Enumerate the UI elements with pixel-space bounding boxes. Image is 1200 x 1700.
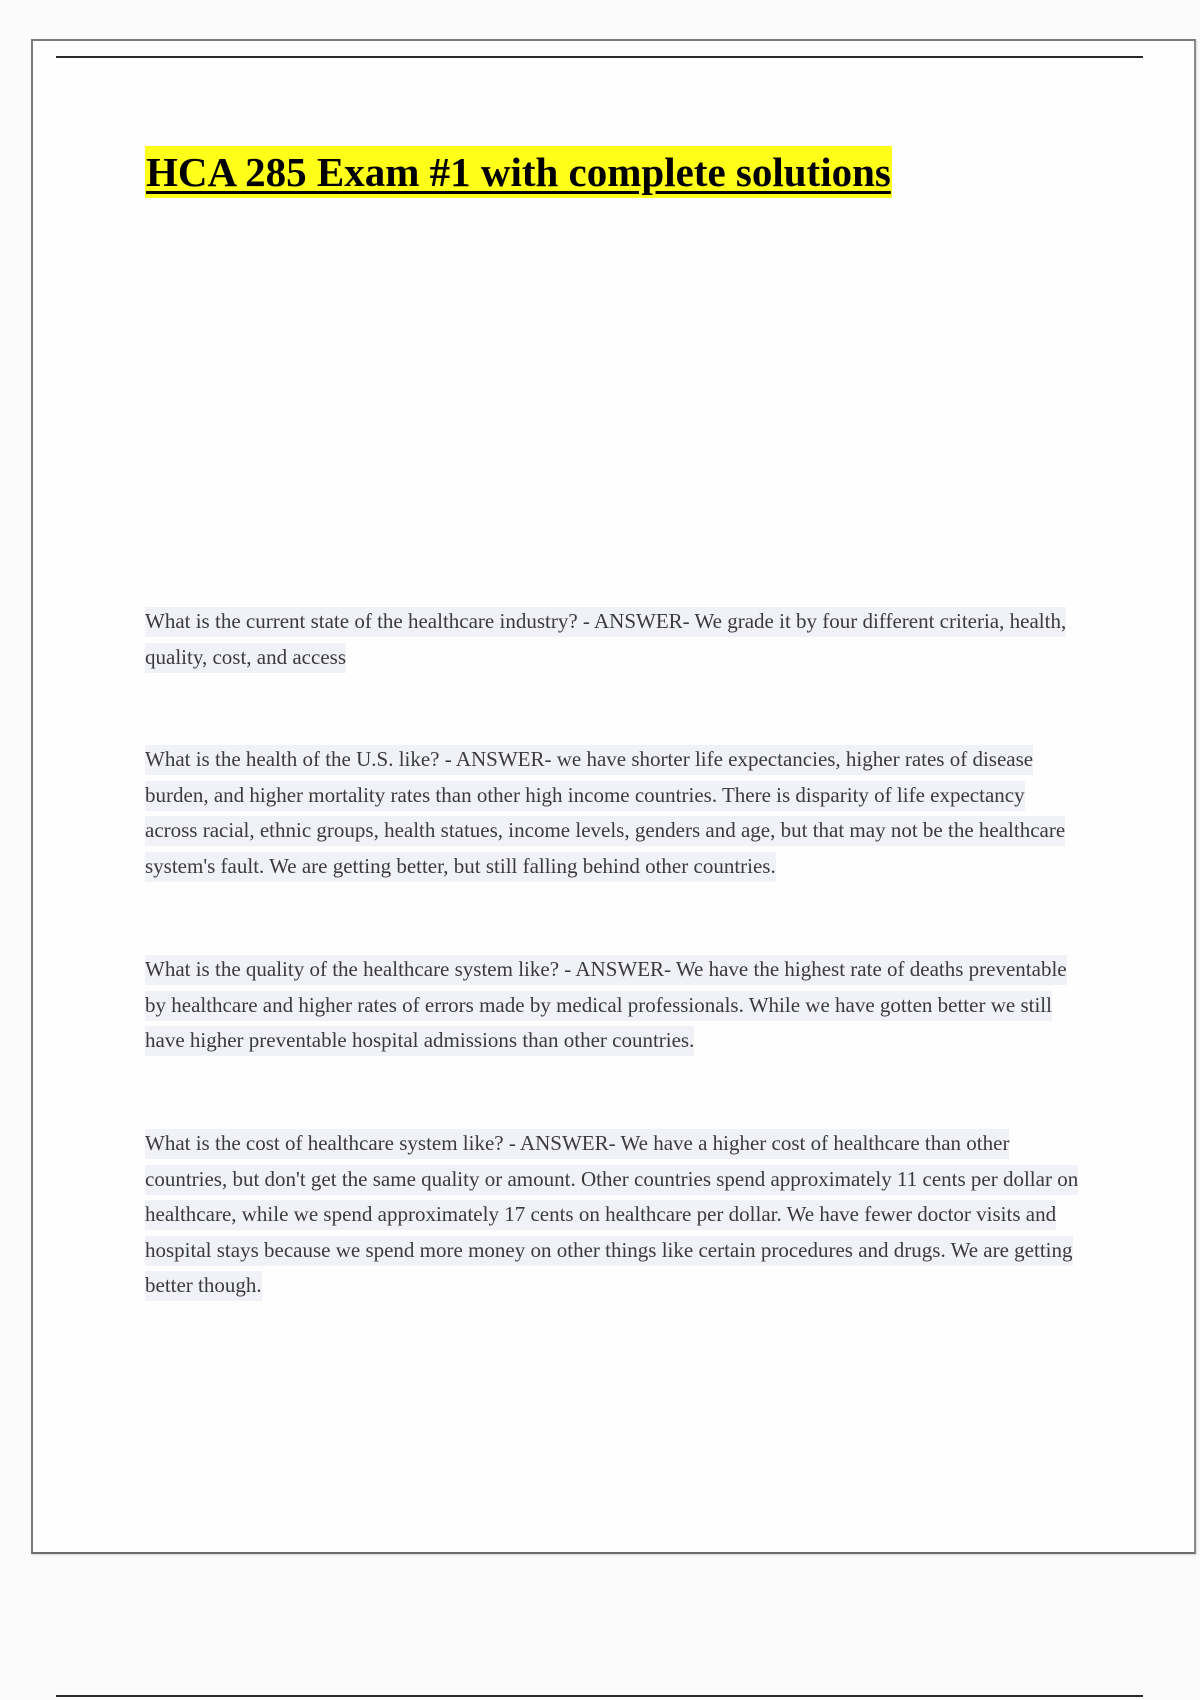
document-title: HCA 285 Exam #1 with complete solutions	[145, 146, 892, 198]
qa-item-text: What is the current state of the healthcare industry? - ANSWER- We grade it by four different criteria, health, quality, cost, and access	[145, 607, 1066, 673]
qa-item-text: What is the quality of the healthcare system like? - ANSWER- We have the highest rate of deaths preventable by healthcare and higher rates of errors made by medical professionals. While we have gotten better we still have higher preventable hospital admissions than other countries.	[145, 955, 1067, 1056]
top-divider	[56, 56, 1143, 58]
qa-item	[145, 952, 1080, 1059]
qa-item	[145, 604, 1080, 675]
bottom-divider	[56, 1695, 1143, 1697]
qa-item	[145, 742, 1080, 884]
qa-item-text: What is the cost of healthcare system like? - ANSWER- We have a higher cost of healthcare than other countries, but don't get the same quality or amount. Other countries spend approximately 11 cents per dollar on healthcare, while we spend approximately 17 cents on healthcare per dollar. We have fewer doctor visits and hospital stays because we spend more money on other things like certain procedures and drugs. We are getting better though.	[145, 1129, 1078, 1301]
qa-item	[145, 1126, 1080, 1304]
qa-item-text: What is the health of the U.S. like? - ANSWER- we have shorter life expectancies, higher rates of disease burden, and higher mortality rates than other high income countries. There is disparity of life expectancy across racial, ethnic groups, health statues, income levels, genders and age, but that may not be the healthcare system's fault. We are getting better, but still falling behind other countries.	[145, 745, 1065, 882]
